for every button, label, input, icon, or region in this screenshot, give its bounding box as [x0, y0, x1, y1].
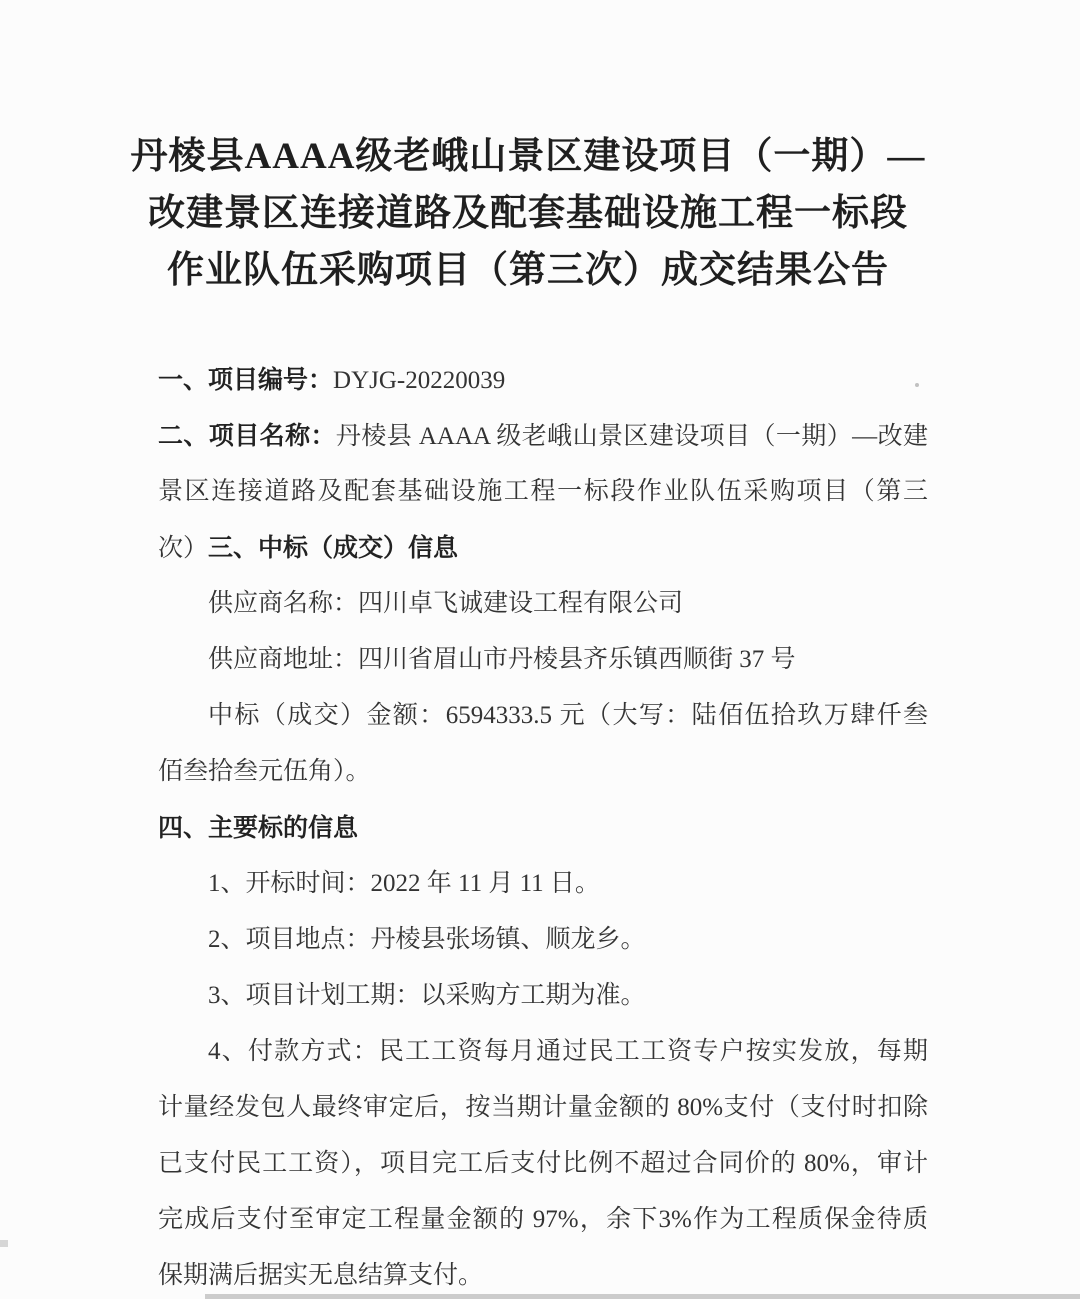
title-line-1: 丹棱县AAAA级老峨山景区建设项目（一期）— [130, 136, 926, 177]
scan-speck [915, 383, 919, 387]
project-schedule-line: 3、项目计划工期：以采购方工期为准。 [208, 982, 646, 1009]
scan-bottom-edge [205, 1294, 1080, 1299]
project-name-value: 丹棱县 AAAA 级老峨山景区建设项目（一期）—改建 [335, 423, 928, 450]
award-info-heading-line [158, 520, 928, 576]
supplier-address-line: 供应商地址：四川省眉山市丹棱县齐乐镇西顺街 37 号 [208, 646, 796, 673]
project-number-value: DYJG-20220039 [333, 367, 506, 394]
project-name-line-2: 景区连接道路及配套基础设施工程一标段作业队伍采购项目（第三 [158, 478, 928, 505]
payment-method-line-3: 已支付民工工资），项目完工后支付比例不超过合同价的 80%，审计 [158, 1150, 928, 1177]
project-name-wrap-end: 次） [158, 535, 209, 562]
title-line-3: 作业队伍采购项目（第三次）成交结果公告 [167, 250, 889, 291]
project-number-label: 一、项目编号： [158, 366, 334, 394]
main-subject-heading-line [158, 800, 928, 856]
bid-open-time-line: 1、开标时间：2022 年 11 月 11 日。 [208, 870, 600, 897]
award-amount-line-2: 佰叁拾叁元伍角）。 [158, 758, 371, 785]
award-info-heading: 三、中标（成交）信息 [208, 534, 459, 562]
payment-method-line-5: 保期满后据实无息结算支付。 [158, 1262, 484, 1289]
scan-left-edge-mark [0, 1240, 8, 1247]
award-amount-line-1: 中标（成交）金额：6594333.5 元（大写：陆佰伍拾玖万肆仟叁 [208, 702, 928, 729]
document-body [158, 352, 928, 1299]
project-number-line [158, 352, 928, 408]
payment-method-line-4: 完成后支付至审定工程量金额的 97%，余下3%作为工程质保金待质 [158, 1206, 928, 1233]
payment-method-line-1: 4、付款方式：民工工资每月通过民工工资专户按实发放，每期 [208, 1038, 928, 1065]
main-subject-heading: 四、主要标的信息 [158, 814, 359, 842]
supplier-name-line: 供应商名称：四川卓飞诚建设工程有限公司 [208, 590, 684, 617]
project-location-line: 2、项目地点：丹棱县张场镇、顺龙乡。 [208, 926, 646, 953]
document-title [0, 128, 1056, 299]
project-name-line-1 [158, 408, 928, 464]
payment-method-line-2: 计量经发包人最终审定后，按当期计量金额的 80%支付（支付时扣除 [158, 1094, 928, 1121]
project-name-label: 二、项目名称： [158, 422, 336, 450]
title-line-2: 改建景区连接道路及配套基础设施工程一标段 [148, 193, 908, 234]
